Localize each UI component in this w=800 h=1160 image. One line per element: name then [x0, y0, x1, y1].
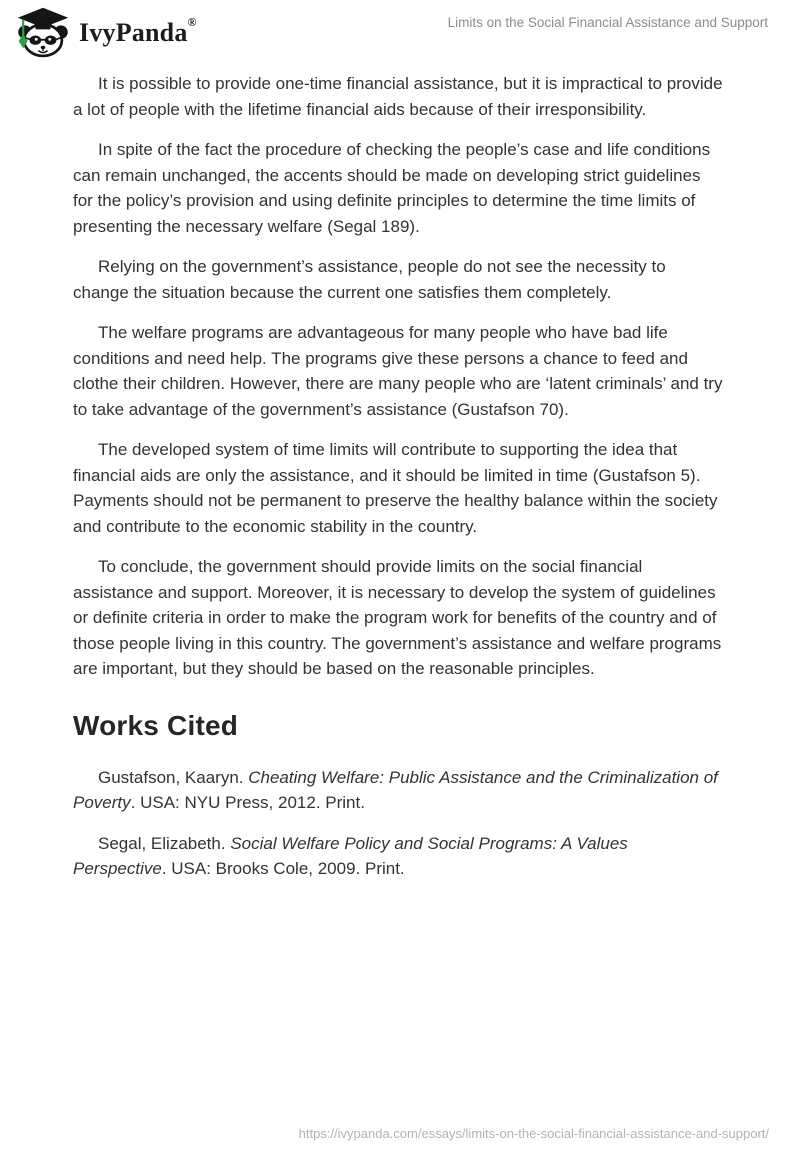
paragraph: It is possible to provide one-time financial assistance, but it is impractical to provide a lot of people with the lifetime financial aids because of their irresponsibility. [73, 74, 723, 119]
citation-publisher: . USA: NYU Press, 2012. Print. [130, 793, 365, 812]
ivypanda-logo[interactable] [14, 6, 197, 60]
panda-graduate-icon [14, 6, 72, 60]
essay-content [73, 71, 724, 897]
citation-author: Gustafson, Kaaryn. [98, 767, 249, 787]
citation-publisher: . USA: Brooks Cole, 2009. Print. [161, 859, 405, 878]
paragraph: The developed system of time limits will contribute to supporting the idea that financial aids are only the assistance, and it should be limited in time (Gustafson 5). Payments should not be permanent to preserve the healthy balance within the society and contribute to the economic stability in the country. [73, 440, 718, 536]
citation-title-italic: Cheating Welfare: Public Assistance and the Criminalization of Poverty [73, 767, 718, 812]
logo-text: IvyPanda [79, 18, 188, 47]
source-url: https://ivypanda.com/essays/limits-on-the-social-financial-assistance-and-support/ [298, 1126, 769, 1141]
paragraph: Relying on the government’s assistance, people do not see the necessity to change the situation because the current one satisfies them completely. [73, 257, 666, 302]
paragraph: To conclude, the government should provide limits on the social financial assistance and support. Moreover, it is necessary to develop the system of guidelines or definite criteria in order to make the program work for benefits of the country and of those people living in this country. The government’s assistance and welfare programs are important, but they should be based on the reasonable principles. [73, 557, 722, 678]
citation [73, 831, 724, 882]
citation-title-italic: Social Welfare Policy and Social Programs: A Values Perspective [73, 833, 628, 878]
citation-author: Segal, Elizabeth. [98, 833, 231, 853]
paragraph: In spite of the fact the procedure of checking the people’s case and life conditions can remain unchanged, the accents should be made on developing strict guidelines for the policy’s provision and using definite principles to determine the time limits of presenting the necessary welfare (Segal 189). [73, 140, 711, 236]
page-header [14, 6, 768, 64]
registered-mark: ® [187, 14, 197, 29]
works-cited-heading: Works Cited [73, 709, 239, 741]
running-title: Limits on the Social Financial Assistance and Support [447, 15, 768, 30]
logo-wordmark [79, 14, 197, 48]
citation [73, 765, 724, 816]
paragraph: The welfare programs are advantageous for many people who have bad life conditions and need help. The programs give these persons a chance to feed and clothe their children. However, there are many people who are ‘latent criminals’ and try to take advantage of the government’s assistance (Gustafson 70). [73, 323, 723, 419]
